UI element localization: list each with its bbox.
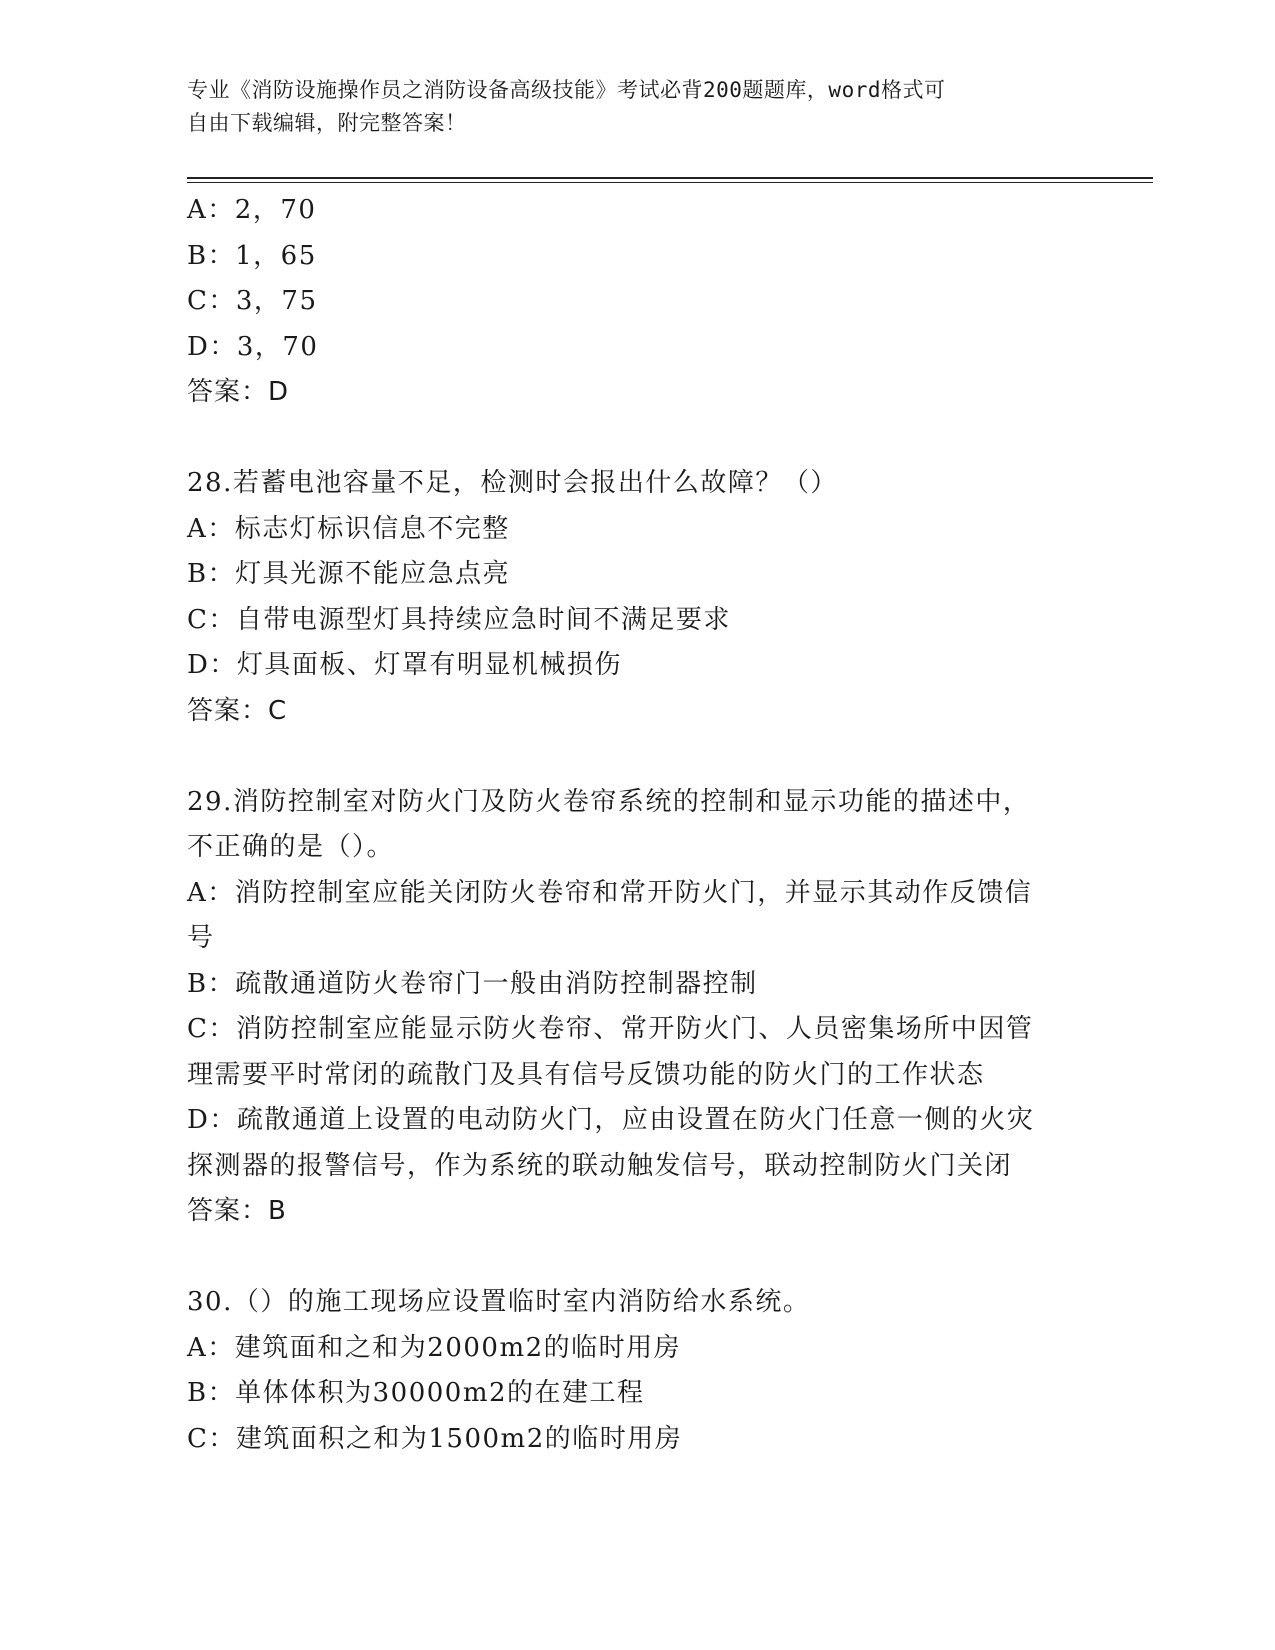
option-c-line-2: 理需要平时常闭的疏散门及具有信号反馈功能的防火门的工作状态 bbox=[187, 1059, 985, 1090]
question-30 bbox=[187, 1280, 1087, 1462]
header-line-2: 自由下载编辑，附完整答案！ bbox=[187, 111, 467, 135]
option-c-line-1: C：消防控制室应能显示防火卷帘、常开防火门、人员密集场所中因管 bbox=[187, 1014, 1034, 1044]
option-b: B：1，65 bbox=[187, 240, 317, 271]
option-c: C：3，75 bbox=[187, 286, 318, 316]
question-stem-line-2: 不正确的是（）。 bbox=[187, 832, 395, 862]
option-a-line-2: 号 bbox=[187, 923, 215, 953]
option-d: D：3，70 bbox=[187, 331, 319, 362]
document-header bbox=[187, 74, 1087, 140]
option-a: A：标志灯标识信息不完整 bbox=[187, 513, 510, 544]
option-b: B：单体体积为30000m2的在建工程 bbox=[187, 1378, 645, 1408]
question-list bbox=[187, 188, 1087, 1462]
option-b: B：灯具光源不能应急点亮 bbox=[187, 559, 511, 589]
option-c: C：自带电源型灯具持续应急时间不满足要求 bbox=[187, 604, 731, 635]
question-27 bbox=[187, 188, 1087, 416]
option-a-line-1: A：消防控制室应能关闭防火卷帘和常开防火门，并显示其动作反馈信 bbox=[187, 877, 1033, 908]
option-d: D：灯具面板、灯罩有明显机械损伤 bbox=[187, 650, 622, 680]
option-a: A：2，70 bbox=[187, 195, 317, 225]
answer-label: 答案：D bbox=[187, 377, 290, 407]
header-divider-thick bbox=[187, 177, 1153, 179]
option-d-line-1: D：疏散通道上设置的电动防火门，应由设置在防火门任意一侧的火灾 bbox=[187, 1105, 1035, 1135]
question-28 bbox=[187, 461, 1087, 734]
option-c: C：建筑面积之和为1500m2的临时用房 bbox=[187, 1423, 683, 1454]
option-a: A：建筑面和之和为2000m2的临时用房 bbox=[187, 1332, 682, 1363]
header-divider-thin bbox=[187, 182, 1153, 183]
question-29 bbox=[187, 780, 1087, 1235]
answer-label: 答案：C bbox=[187, 695, 288, 726]
question-stem: 28.若蓄电池容量不足，检测时会报出什么故障？（） bbox=[187, 468, 838, 498]
answer-label: 答案：B bbox=[187, 1196, 287, 1226]
option-d-line-2: 探测器的报警信号，作为系统的联动触发信号，联动控制防火门关闭 bbox=[187, 1150, 1013, 1181]
question-stem: 30.（）的施工现场应设置临时室内消防给水系统。 bbox=[187, 1287, 811, 1317]
spacer bbox=[187, 416, 1087, 462]
spacer bbox=[187, 1235, 1087, 1281]
spacer bbox=[187, 734, 1087, 780]
option-b: B：疏散通道防火卷帘门一般由消防控制器控制 bbox=[187, 968, 758, 999]
header-line-1: 专业《消防设施操作员之消防设备高级技能》考试必背200题题库，word格式可 bbox=[187, 78, 946, 102]
question-stem-line-1: 29.消防控制室对防火门及防火卷帘系统的控制和显示功能的描述中， bbox=[187, 786, 1031, 817]
